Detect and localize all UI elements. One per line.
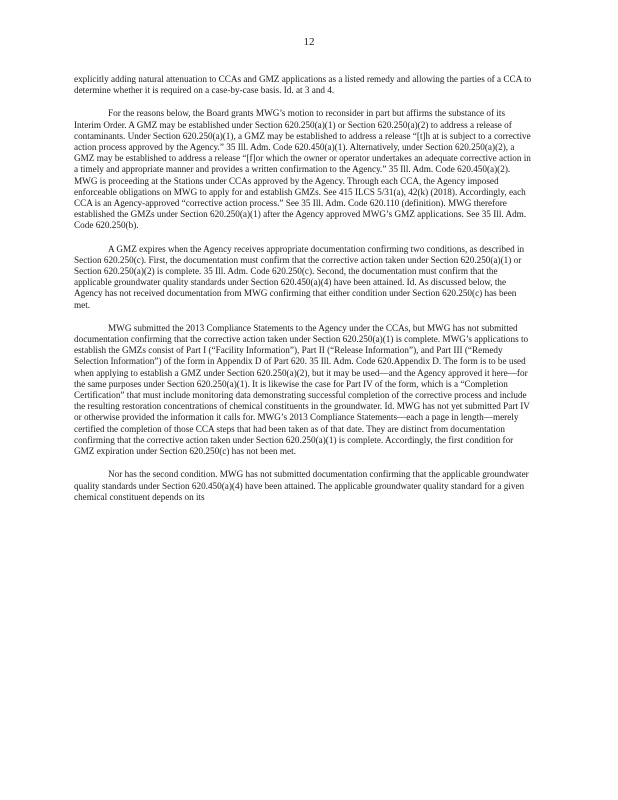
paragraph-board-grants: For the reasons below, the Board grants MWG’s motion to reconsider in part but affirms the substance of its Interim Order. A GMZ may be established under Section 620.250(a)(1) or Section 620.250(a)(2) to address a release of contaminants. Under Section 620.250(a)(1), a GMZ may be established to address a release “[t]h at is subject to a corrective action process approved by the Agency.” 35 Ill. Adm. Code 620.450(a)(1). Alternatively, under Section 620.250(a)(2), a GMZ may be established to address a release “[f]or which the owner or operator undertakes an adequate corrective action in a timely and appropriate manner and provides a written confirmation to the Agency.” 35 Ill. Adm. Code 620.450(a)(2). MWG is proceeding at the Stations under CCAs approved by the Agency. Through each CCA, the Agency imposed enforceable obligations on MWG to apply for and establish GMZs. See 415 ILCS 5/31(a), 42(k) (2018). Accordingly, each CCA is an Agency-approved “corrective action process.” See 35 Ill. Adm. Code 620.110 (definition). MWG therefore established the GMZs under Section 620.250(a)(1) after the Agency approved MWG’s GMZ applications. See 35 Ill. Adm. Code 620.250(b). <box>74 108 531 231</box>
page-number: 12 <box>303 36 315 48</box>
document-body <box>74 74 534 515</box>
paragraph-gmz-expires: A GMZ expires when the Agency receives appropriate documentation confirming two conditions, as described in Section 620.250(c). First, the documentation must confirm that the corrective action taken under Section 620.250(a)(1) or Section 620.250(a)(2) is complete. 35 Ill. Adm. Code 620.250(c). Second, the documentation must confirm that the applicable groundwater quality standards under Section 620.450(a)(4) have been attained. Id. As discussed below, the Agency has not received documentation from MWG confirming that either condition under Section 620.250(c) has been met. <box>74 243 525 310</box>
paragraph-continuation: explicitly adding natural attenuation to CCAs and GMZ applications as a listed remedy and allowing the parties of a CCA to determine whether it is required on a case-by-case basis. Id. at 3 and 4. <box>74 74 532 96</box>
paragraph-second-condition: Nor has the second condition. MWG has not submitted documentation confirming that the applicable groundwater quality standards under Section 620.450(a)(4) have been attained. The applicable groundwater quality standard for a given chemical constituent depends on its <box>74 469 529 502</box>
paragraph-compliance-statements: MWG submitted the 2013 Compliance Statements to the Agency under the CCAs, but MWG has not submitted documentation confirming that the corrective action taken under Section 620.250(a)(1) is complete. MWG’s applications to establish the GMZs consist of Part I (“Facility Information”), Part II (“Release Information”), and Part III (“Remedy Selection Information”) of the form in Appendix D of Part 620. 35 Ill. Adm. Code 620.Appendix D. The form is to be used when applying to establish a GMZ under Section 620.250(a)(2), but it may be used—and the Agency approved it here—for the same purposes under Section 620.250(a)(1). It is likewise the case for Part IV of the form, which is a “Completion Certification” that must include monitoring data demonstrating successful completion of the corrective process and include the resulting restoration concentrations of chemical constituents in the groundwater. Id. MWG has not yet submitted Part IV or otherwise provided the information it calls for. MWG’s 2013 Compliance Statements—each a page in length—merely certified the completion of those CCA steps that had been taken as of that date. They are distinct from documentation confirming that the corrective action taken under Section 620.250(a)(1) is complete. Accordingly, the first condition for GMZ expiration under Section 620.250(c) has not been met. <box>74 322 530 457</box>
